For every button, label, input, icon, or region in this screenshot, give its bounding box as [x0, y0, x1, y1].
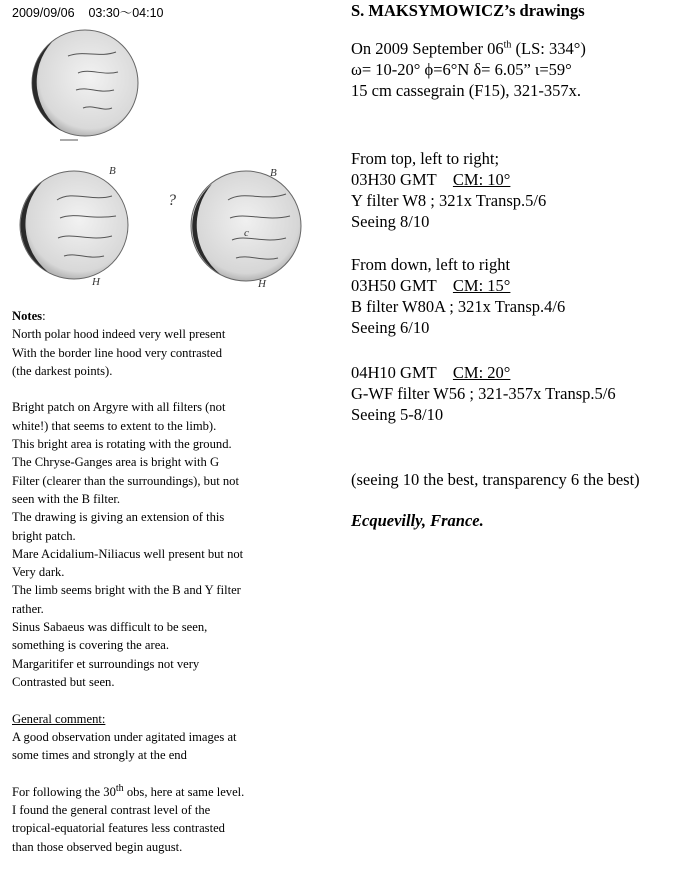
note-line: Very dark. — [12, 565, 65, 580]
note-line: rather. — [12, 601, 44, 616]
block-2 — [351, 254, 565, 338]
note-line: A good observation under agitated images at — [12, 729, 237, 744]
mars-drawing-3 — [186, 160, 306, 290]
block-time: 03H30 GMT CM: 10° — [351, 170, 511, 189]
observation-details — [351, 38, 586, 101]
observer-info — [351, 0, 585, 21]
scale-note: (seeing 10 the best, transparency 6 the best) — [351, 470, 640, 489]
block-filter: B filter W80A ; 321x Transp.4/6 — [351, 297, 566, 316]
block-1 — [351, 148, 546, 232]
note-line: The drawing is giving an extension of this — [12, 510, 225, 525]
note-line: This bright area is rotating with the ground. — [12, 437, 232, 452]
note-line: With the border line hood very contrasted — [12, 345, 223, 360]
question-mark — [166, 190, 180, 210]
block-seeing: Seeing 8/10 — [351, 212, 430, 231]
cm-value: CM: 20° — [452, 363, 511, 382]
note-line: tropical-equatorial features less contrasted — [12, 821, 225, 836]
observation-params: ω= 10-20° ϕ=6°N δ= 6.05” ι=59° — [351, 60, 572, 79]
note-line: (the darkest points). — [12, 363, 113, 378]
note-line: Contrasted but seen. — [12, 674, 115, 689]
note-line: The limb seems bright with the B and Y filter — [12, 583, 241, 598]
observation-date: On 2009 September 06th (LS: 334°) — [351, 39, 586, 58]
note-line: Mare Acidalium-Niliacus well present but not — [12, 546, 244, 561]
note-line: some times and strongly at the end — [12, 748, 187, 763]
location: Ecquevilly, France. — [351, 511, 484, 530]
note-line: Margaritifer et surroundings not very — [12, 656, 200, 671]
block-time: 03H50 GMT CM: 15° — [351, 276, 511, 295]
following-line: For following the 30th obs, here at same level. — [12, 782, 245, 799]
note-line: seen with the B filter. — [12, 491, 121, 506]
note-line: something is covering the area. — [12, 638, 170, 653]
notes-section — [12, 307, 312, 856]
note-line: I found the general contrast level of the — [12, 803, 211, 818]
mars-drawing-2 — [12, 160, 127, 290]
note-line: Bright patch on Argyre with all filters (not — [12, 400, 226, 415]
note-line: Filter (clearer than the surroundings), but not — [12, 473, 239, 488]
note-line: North polar hood indeed very well present — [12, 327, 226, 342]
block-time: 04H10 GMT CM: 20° — [351, 363, 511, 382]
label-h: H — [258, 278, 266, 290]
block-filter: G-WF filter W56 ; 321-357x Transp.5/6 — [351, 384, 616, 403]
block-3 — [351, 362, 616, 425]
note-line: bright patch. — [12, 528, 76, 543]
note-line: white!) that seems to extent to the limb). — [12, 418, 217, 433]
svg-text:?: ? — [168, 192, 176, 209]
note-line: than those observed begin august. — [12, 839, 183, 854]
block-seeing: Seeing 5-8/10 — [351, 405, 444, 424]
mars-drawing-1 — [28, 28, 138, 143]
block-heading: From down, left to right — [351, 255, 511, 274]
general-comment-heading: General comment: — [12, 711, 106, 726]
cm-value: CM: 10° — [452, 170, 511, 189]
block-seeing: Seeing 6/10 — [351, 318, 430, 337]
notes-heading: Notes: — [12, 309, 46, 323]
block-heading: From top, left to right; — [351, 149, 500, 168]
label-h: H — [92, 276, 100, 288]
label-b: B — [270, 167, 277, 179]
note-line: The Chryse-Ganges area is bright with G — [12, 455, 220, 470]
note-line: Sinus Sabaeus was difficult to be seen, — [12, 620, 208, 635]
planet-disk — [191, 171, 301, 281]
label-b: B — [109, 165, 116, 177]
page-title: S. MAKSYMOWICZ’s drawings — [351, 1, 585, 20]
label-c: c — [244, 227, 249, 239]
cm-value: CM: 15° — [452, 276, 511, 295]
telescope-info: 15 cm cassegrain (F15), 321-357x. — [351, 81, 582, 100]
block-filter: Y filter W8 ; 321x Transp.5/6 — [351, 191, 547, 210]
observation-datetime: 2009/09/06 03:30～04:10 — [12, 6, 164, 20]
